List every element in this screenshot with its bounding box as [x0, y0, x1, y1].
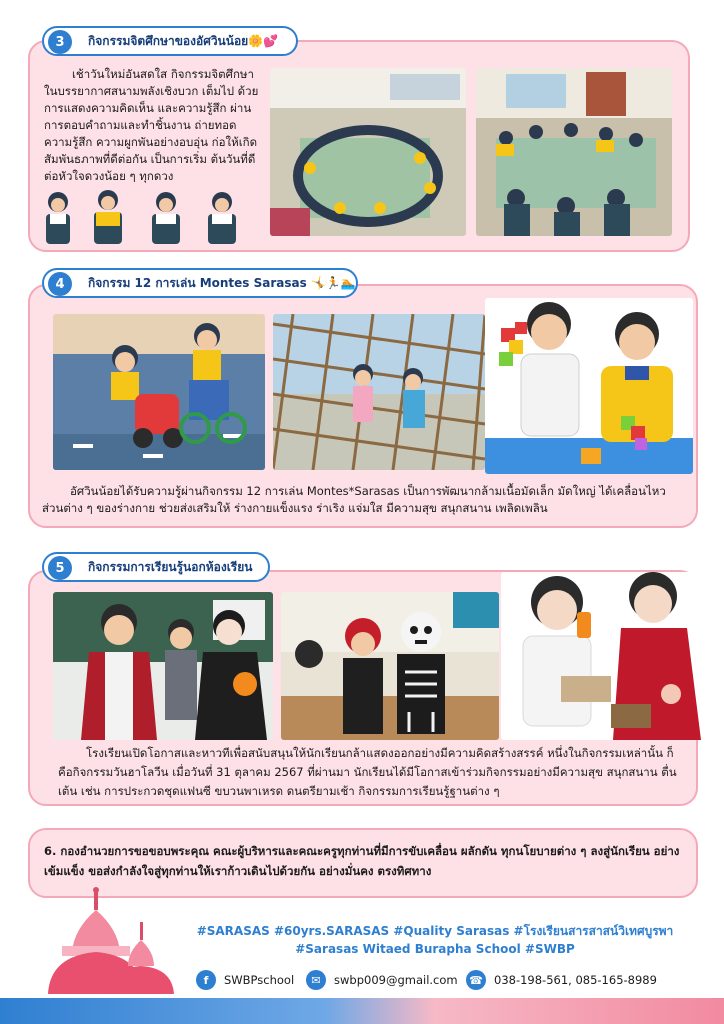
section-3-paragraph: เช้าวันใหม่อันสดใส กิจกรรมจิตศึกษา ในบรรยากาศสนามพลังเชิงบวก เต็มไป ด้วยการแสดงความคิดเห็น และความรู้สึก ผ่านการตอบคำถามและทำชิ้นงาน ถ่ายทอดความรู้สึก ความผูกพันอย่างอบอุ่น ก่อให้เกิดสัมพันธภาพที่ดีต่อกัน เป็นการเริ่ม ต้นวันที่ดีต่อหัวใจดวงน้อย ๆ ทุกดวง — [44, 67, 259, 183]
section-4-number: 4 — [48, 272, 72, 296]
section-5-header — [42, 552, 270, 582]
section-4-photo-2 — [273, 314, 485, 470]
footer-bar — [0, 998, 724, 1024]
section-4-text — [42, 483, 687, 517]
section-3-title: กิจกรรมจิตศึกษาของอัศวินน้อย🌼💕 — [88, 33, 279, 48]
phone-numbers: 038-198-561, 085-165-8989 — [494, 973, 657, 987]
facebook-handle: SWBPschool — [224, 973, 295, 987]
email-icon: ✉ — [306, 970, 326, 990]
section-5-text — [58, 744, 688, 801]
section-4-header — [42, 268, 358, 298]
phone-link[interactable] — [466, 970, 657, 990]
section-3-text — [44, 66, 262, 185]
email-link[interactable] — [306, 970, 458, 990]
hashtags-line-2: #Sarasas Witaed Burapha School #SWBP — [295, 942, 575, 956]
closing-text: 6. กองอำนวยการขอขอบพระคุณ คณะผู้บริหารและคณะครูทุกท่านที่มีการขับเคลื่อน ผลักดัน ทุกนโยบายต่าง ๆ ลงสู่นักเรียน อย่างเข้มแข็ง ขอส่งกำลังใจสู่ทุกท่านให้เราก้าวเดินไปด้วยกัน อย่างมั่นคง ตรงทิศทาง — [44, 844, 680, 878]
phone-icon: ☎ — [466, 970, 486, 990]
section-5-number: 5 — [48, 556, 72, 580]
section-4-photo-3 — [485, 298, 693, 474]
facebook-link[interactable] — [196, 970, 294, 990]
section-3-photo-1 — [270, 68, 466, 236]
section-3-photo-kids — [36, 186, 252, 246]
section-4-paragraph: อัศวินน้อยได้รับความรู้ผ่านกิจกรรม 12 การเล่น Montes*Sarasas เป็นการพัฒนากล้ามเนื้อมัดเล็ก มัดใหญ่ ได้เคลื่อนไหวส่วนต่าง ๆ ของร่างกาย ช่วยส่งเสริมให้ ร่างกายแข็งแรง ร่าเริง แจ่มใส มีความสุข สนุกสนาน เพลิดเพลิน — [42, 484, 666, 515]
section-4-photo-1 — [53, 314, 265, 470]
email-address: swbp009@gmail.com — [334, 973, 458, 987]
section-3-number: 3 — [48, 30, 72, 54]
facebook-icon: f — [196, 970, 216, 990]
hashtags-line-1: #SARASAS #60yrs.SARASAS #Quality Sarasas #โรงเรียนสารสาสน์วิเทศบูรพา — [196, 924, 674, 938]
temple-dome-illustration — [44, 884, 184, 994]
section-5-paragraph: โรงเรียนเปิดโอกาสและหาวทีเพื่อสนับสนุนให้นักเรียนกล้าแสดงออกอย่างมีความคิดสร้างสรรค์ หนึ่งในกิจกรรมเหล่านั้น ก็คือกิจกรรมวันฮาโลวีน เมื่อวันที่ 31 ตุลาคม 2567 ที่ผ่านมา นักเรียนได้มีโอกาสเข้าร่วมกิจกรรมอย่างมีความสุข สนุกสนาน ตื่นเต้น เช่น การประกวดชุดแฟนซี ขบวนพาเหรด ดนตรียามเช้า กิจกรรมการเรียนรู้ฐานต่าง ๆ — [58, 746, 677, 798]
section-5-photo-2 — [281, 592, 499, 740]
section-3-header — [42, 26, 298, 56]
section-5-photo-3 — [501, 572, 709, 740]
section-4-title: กิจกรรม 12 การเล่น Montes Sarasas 🤸🏃🏊 — [88, 275, 356, 290]
section-3-photo-2 — [476, 68, 672, 236]
section-5-photo-1 — [53, 592, 273, 740]
section-5-title: กิจกรรมการเรียนรู้นอกห้องเรียน — [88, 559, 253, 574]
